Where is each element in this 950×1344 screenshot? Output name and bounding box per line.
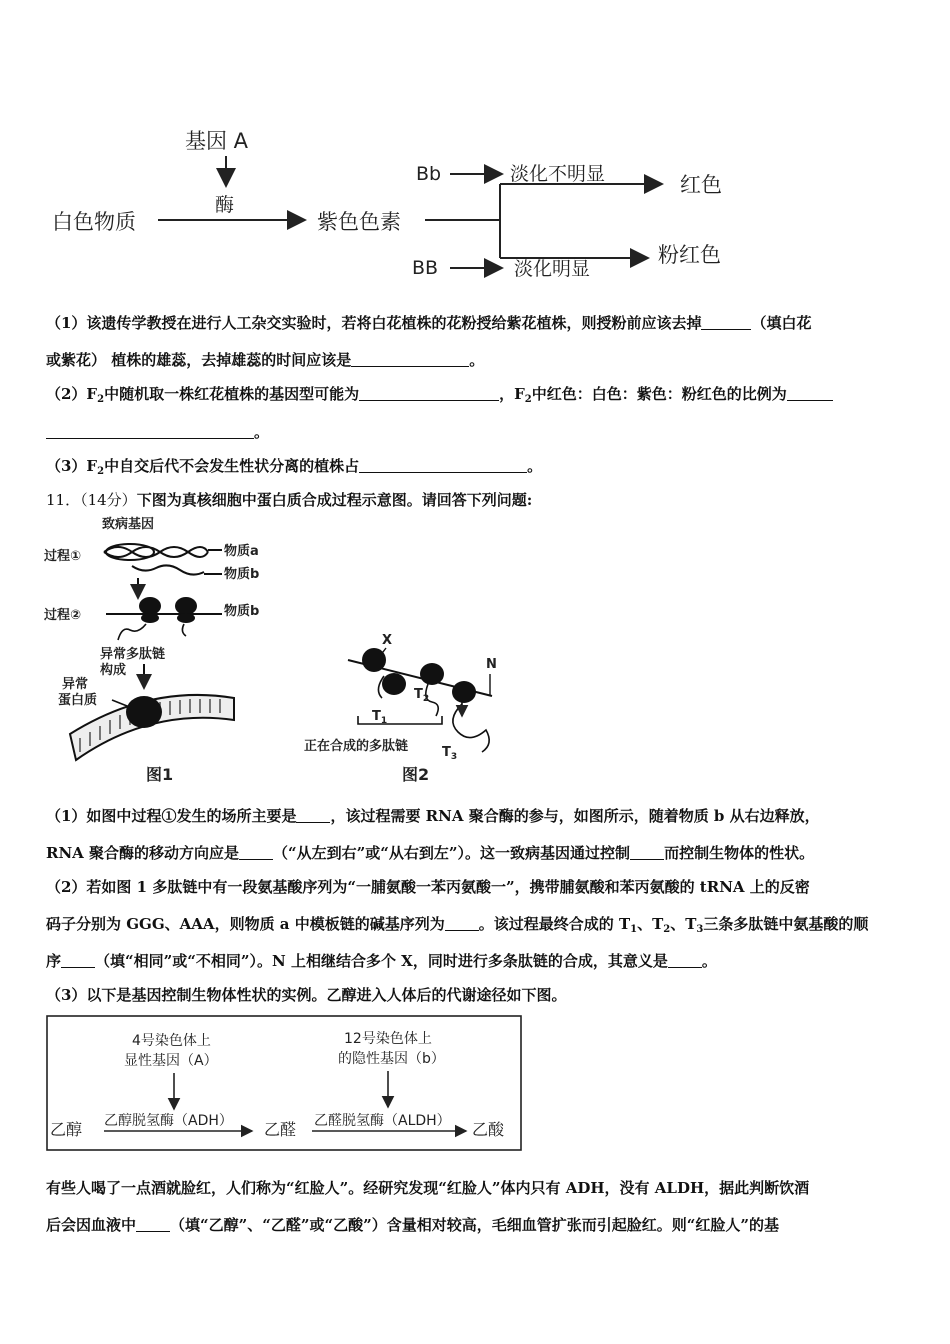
t3-label: $T_3$ [442, 745, 458, 762]
answer-blank[interactable] [668, 952, 702, 968]
pigment-pathway-diagram [40, 118, 760, 288]
q10-part1-line1: （1）该遗传学教授在进行人工杂交实验时，若将白花植株的花粉授给紫花植株，则授粉前应该去掉 （填白花 [46, 314, 812, 332]
q11-part2-line2: 码子分别为 GGG、AAA，则物质 a 中模板链的碱基序列为 。该过程最终合成的 $T_1$、$T_2$、$T_3$三条多肽链中氨基酸的顺 [46, 915, 869, 935]
chr12-label-1: 12号染色体上 [344, 1031, 432, 1047]
polypeptide-2 [182, 624, 186, 636]
figure-1 [40, 512, 290, 790]
answer-blank[interactable] [701, 314, 751, 330]
answer-blank[interactable] [359, 457, 527, 473]
q11-part1-line2: RNA 聚合酶的移动方向应是 （“从左到右”或“从右到左”）。这一致病基因通过控制 而控制生物体的性状。 [46, 844, 815, 862]
abnormal-protein-label-1: 异常 [62, 677, 89, 692]
aldh-label: 乙醛脱氢酶（ALDH） [314, 1113, 451, 1129]
answer-blank[interactable] [359, 385, 499, 401]
chr4-label-2: 显性基因（A） [124, 1053, 218, 1069]
ribosome-1-large [139, 597, 161, 615]
adh-label: 乙醇脱氢酶（ADH） [104, 1113, 233, 1129]
ethanol-label: 乙醇 [50, 1120, 83, 1139]
polypeptide-t3 [453, 704, 489, 752]
chr4-label-1: 4号染色体上 [132, 1033, 211, 1049]
abnormal-polypeptide-label: 异常多肽链 [100, 647, 166, 662]
answer-blank[interactable] [630, 844, 664, 860]
q11-part3-text-line2: 后会因血液中 （填“乙醇”、“乙醛”或“乙酸”）含量相对较高，毛细血管扩张而引起脸红。则“红脸人”的基 [46, 1216, 780, 1234]
polypeptide-1 [118, 624, 146, 640]
q11-part2-line1: （2）若如图 1 多肽链中有一段氨基酸序列为“一脯氨酸一苯丙氨酸一”，携带脯氨酸和苯丙氨酸的 tRNA 上的反密 [46, 878, 810, 896]
acetaldehyde-label: 乙醛 [264, 1120, 297, 1139]
bb-double-label: BB [412, 257, 439, 279]
answer-blank[interactable] [136, 1216, 170, 1232]
answer-blank[interactable] [351, 351, 469, 367]
q11-part3-line: （3）以下是基因控制生物体性状的实例。乙醇进入人体后的代谢途径如下图。 [46, 986, 567, 1004]
enzyme-label: 酶 [215, 194, 235, 216]
q11-part1-line1: （1）如图中过程①发生的场所主要是 ，该过程需要 RNA 聚合酶的参与，如图所示，随着物质 b 从右边释放， [46, 807, 820, 825]
substance-b-label-1: 物质b [224, 567, 260, 582]
rna-polymerase-bubble [106, 544, 154, 560]
q10-part1-line2: 或紫花） 植株的雄蕊，去掉雄蕊的时间应该是 。 [46, 351, 485, 369]
q11-part3-text-line1: 有些人喝了一点酒就脸红，人们称为“红脸人”。经研究发现“红脸人”体内只有 ADH，没有 ALDH，据此判断饮酒 [46, 1179, 810, 1197]
abnormal-protein-blob [126, 696, 162, 728]
mrna-strand [132, 565, 204, 574]
gene-a-label: 基因 A [185, 129, 249, 153]
ethanol-metabolism-diagram [46, 1015, 522, 1153]
ribosome-2-small [177, 613, 195, 623]
figure-1-caption: 图1 [146, 765, 174, 784]
q10-part3-line: $(3)F_2$中自交后代不会发生性状分离的植株占 。 [46, 457, 543, 477]
q10-part2-line2: 。 [46, 422, 916, 442]
n-label: N [486, 657, 497, 672]
figure-2-caption: 图2 [402, 765, 430, 784]
ribosome-2-large [175, 597, 197, 615]
abnormal-protein-label-2: 蛋白质 [58, 693, 98, 708]
answer-blank[interactable] [46, 423, 254, 439]
fade-weak-label: 淡化不明显 [510, 163, 606, 185]
red-label: 红色 [680, 173, 722, 197]
answer-blank[interactable] [61, 952, 95, 968]
q11-heading: 11．（14分）下图为真核细胞中蛋白质合成过程示意图。请回答下列问题: [46, 491, 533, 509]
process-2-label: 过程② [44, 608, 82, 623]
answer-blank[interactable] [239, 844, 273, 860]
chr12-label-2: 的隐性基因（b） [338, 1051, 445, 1067]
purple-pigment-label: 紫色色素 [317, 210, 401, 234]
answer-blank[interactable] [296, 807, 330, 823]
disease-gene-label: 致病基因 [102, 517, 155, 532]
fade-strong-label: 淡化明显 [514, 258, 591, 280]
process-1-label: 过程① [44, 549, 82, 564]
answer-blank[interactable] [787, 385, 833, 401]
ribosome-d [452, 681, 476, 703]
synthesizing-polypeptide-label: 正在合成的多肽链 [304, 739, 409, 754]
substance-a-label: 物质a [224, 544, 259, 559]
ribosome-a [362, 648, 386, 672]
ribosome-1-small [141, 613, 159, 623]
composes-label: 构成 [100, 663, 127, 678]
q11-part2-line3: 序 （填“相同”或“不相同”）。N 上相继结合多个 X，同时进行多条肽链的合成，其意义是 。 [46, 952, 717, 970]
white-substance-label: 白色物质 [52, 210, 136, 234]
pink-label: 粉红色 [658, 243, 721, 267]
q10-part2-line1: $(2)F_2$中随机取一株红花植株的基因型可能为 ，$F_2$中红色：白色：紫色：粉红色的比例为 [46, 384, 916, 404]
ribosome-b [382, 673, 406, 695]
ribosome-c [420, 663, 444, 685]
figure-2 [296, 620, 536, 792]
substance-b-label-2: 物质b [224, 604, 260, 619]
t2-label: $T_2$ [414, 687, 430, 704]
answer-blank[interactable] [445, 915, 479, 931]
bb-upper-label: Bb [416, 163, 442, 185]
polypeptide-bracket [358, 716, 442, 724]
t1-label: $T_1$ [372, 709, 388, 726]
x-label: X [382, 633, 393, 648]
acetic-acid-label: 乙酸 [472, 1120, 505, 1139]
